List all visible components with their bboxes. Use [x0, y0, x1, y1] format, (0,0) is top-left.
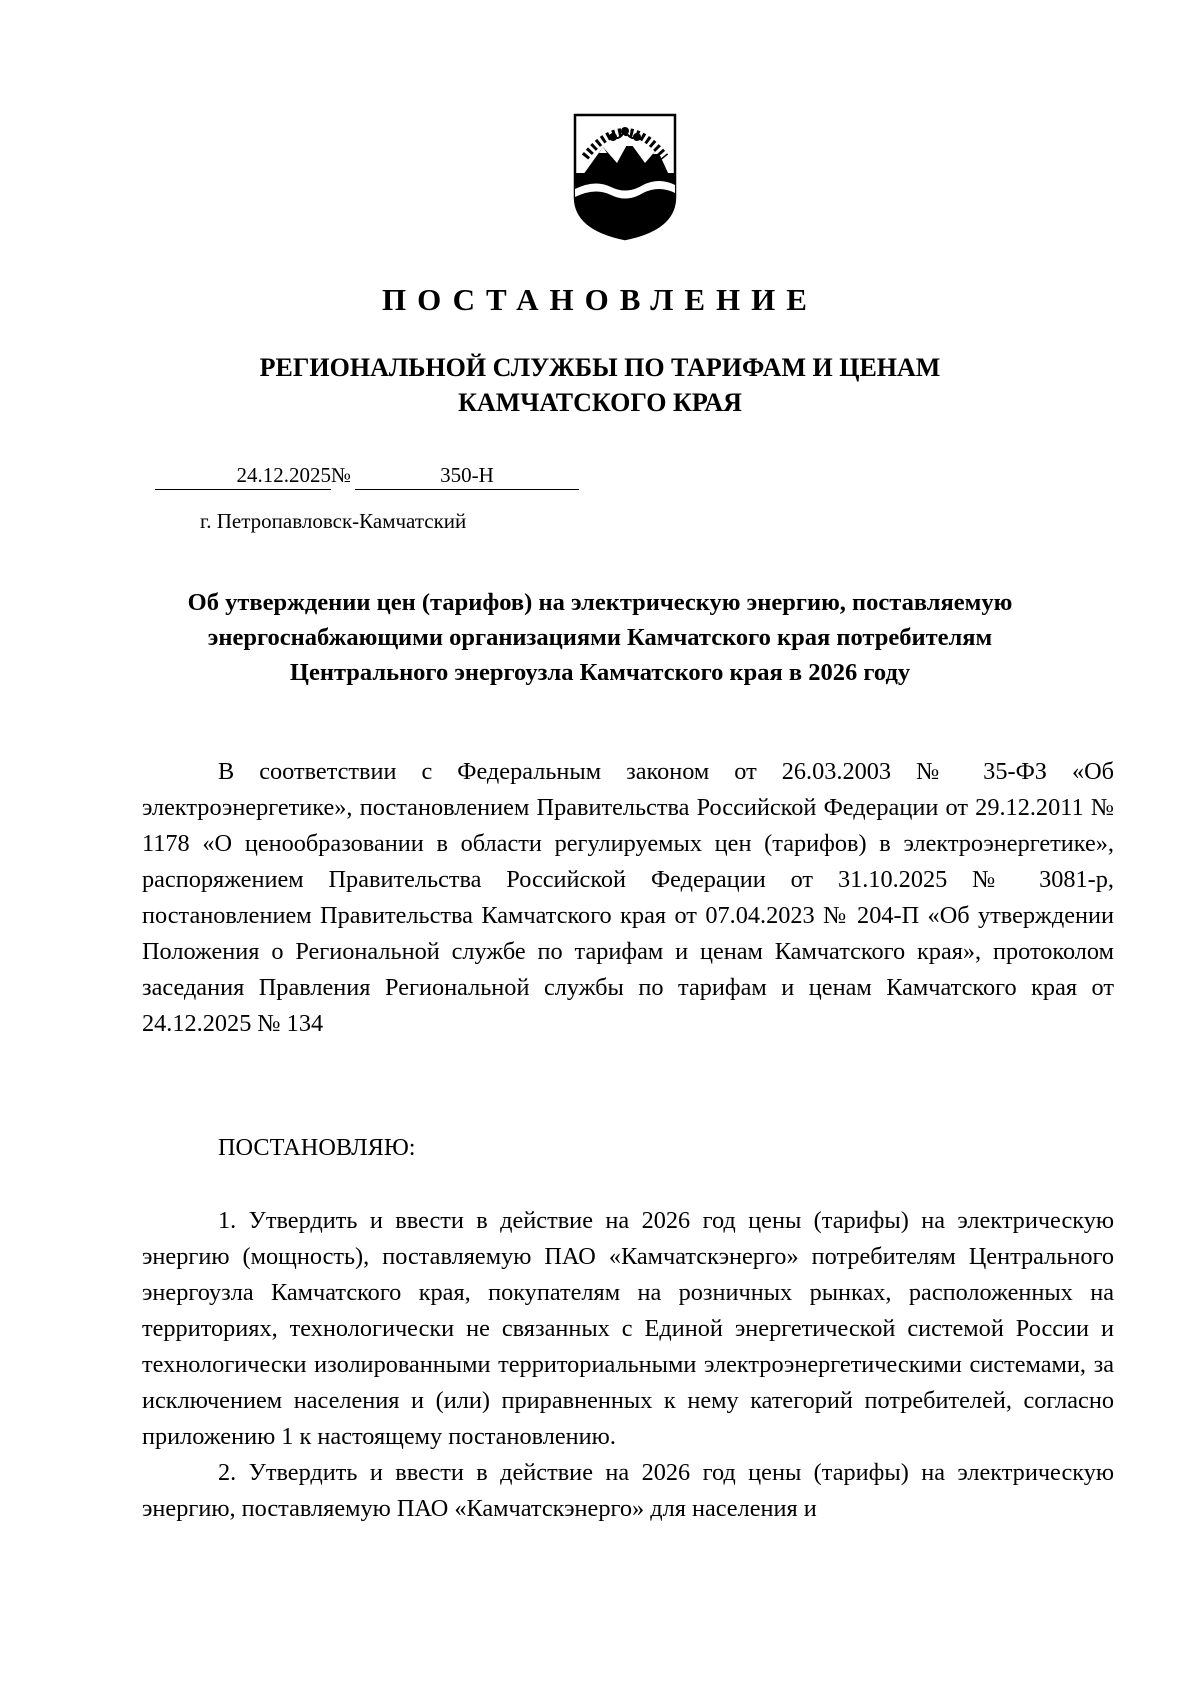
authority-line-1: РЕГИОНАЛЬНОЙ СЛУЖБЫ ПО ТАРИФАМ И ЦЕНАМ: [259, 353, 941, 382]
subject-line-3: Центрального энергоузла Камчатского края в 2026 году: [289, 659, 911, 686]
coat-of-arms-emblem: [573, 113, 677, 241]
preamble-block: [142, 754, 1114, 1042]
document-type-title: ПОСТАНОВЛЕНИЕ: [382, 282, 818, 317]
decree-word: ПОСТАНОВЛЯЮ:: [218, 1134, 416, 1161]
document-number: 350-Н: [355, 461, 579, 490]
preamble-paragraph: В соответствии с Федеральным законом от 26.03.2003 № 35-ФЗ «Об электроэнергетике», постановлением Правительства Российской Федерации от 29.12.2011 № 1178 «О ценообразовании в области регулируемых цен (тарифов) в электроэнергетике», распоряжением Правительства Российской Федерации от 31.10.2025 № 3081-р, постановлением Правительства Камчатского края от 07.04.2023 № 204-П «Об утверждении Положения о Региональной службе по тарифам и ценам Камчатского края», протоколом заседания Правления Региональной службы по тарифам и ценам Камчатского края от 24.12.2025 № 134: [142, 758, 1114, 1037]
city: г. Петропавловск-Камчатский: [200, 509, 467, 533]
item-paragraph-2: 2. Утвердить и ввести в действие на 2026 год цены (тарифы) на электрическую энергию, поставляемую ПАО «Камчатскэнерго» для населения и: [142, 1459, 1114, 1522]
document-date: 24.12.2025: [155, 461, 331, 490]
authority-line-2: КАМЧАТСКОГО КРАЯ: [458, 388, 742, 417]
subject-line-2: энергоснабжающими организациями Камчатского края потребителям: [207, 624, 993, 651]
document-subject: [120, 585, 1080, 690]
item-paragraph-1: 1. Утвердить и ввести в действие на 2026 год цены (тарифы) на электрическую энергию (мощность), поставляемую ПАО «Камчатскэнерго» потребителям Центрального энергоузла Камчатского края, покупателям на розничных рынках, расположенных на территориях, технологически не связанных с Единой энергетической системой России и технологически изолированными территориальными электроэнергетическими системами, за исключением населения и (или) приравненных к нему категорий потребителей, согласно приложению 1 к настоящему постановлению.: [142, 1207, 1114, 1450]
items-block: [142, 1203, 1114, 1527]
subject-line-1: Об утверждении цен (тарифов) на электрическую энергию, поставляемую: [187, 589, 1013, 616]
issuing-authority: [0, 350, 1200, 420]
number-sign: №: [331, 463, 352, 487]
